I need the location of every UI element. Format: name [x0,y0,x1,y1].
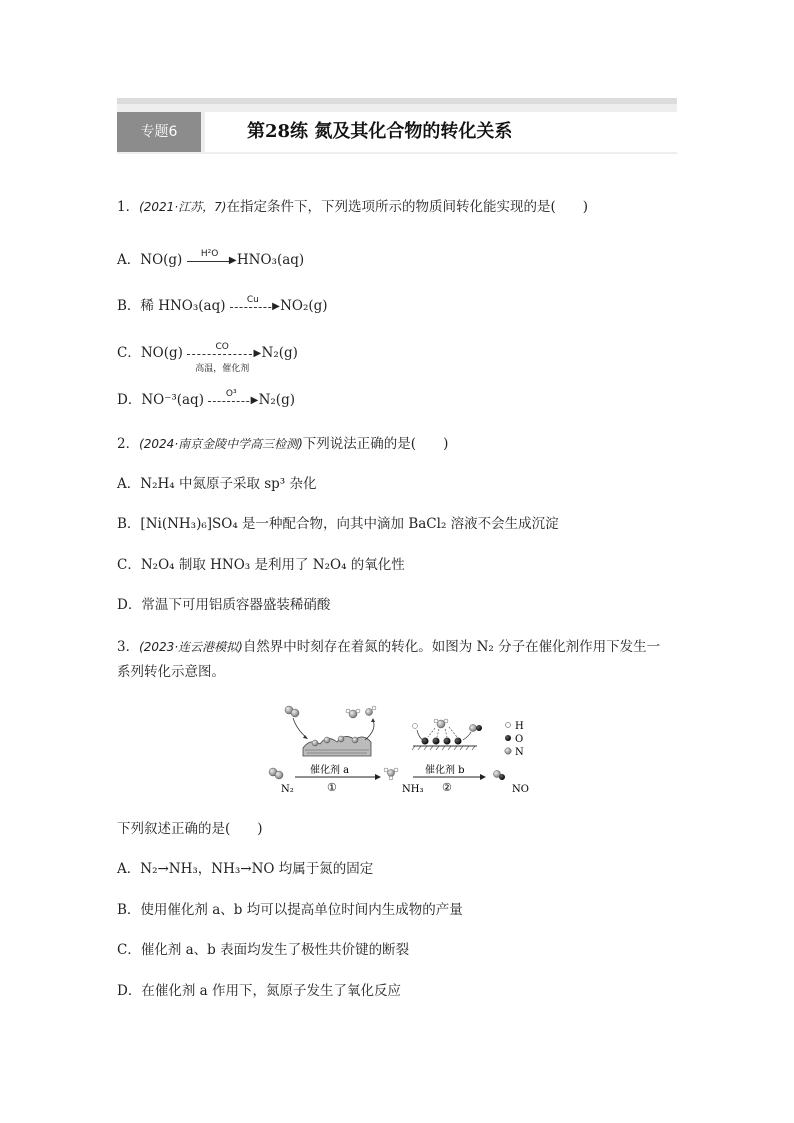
q1-option-b[interactable]: B．稀 HNO₃(aq) Cu ▶ NO₂(g) [117,296,328,317]
question-3-stem: 3．(2023·连云港模拟)自然界中时刻存在着氮的转化。如图为 N₂ 分子在催化剂作用下发生一 [117,639,661,655]
q1-option-d[interactable]: D．NO⁻³(aq) O³ ▶ N₂(g) [117,390,295,411]
q3-option-b[interactable]: B．使用催化剂 a、b 均可以提高单位时间内生成物的产量 [117,902,463,918]
step-1-label: ① [327,781,337,794]
q3-option-c[interactable]: C．催化剂 a、b 表面均发生了极性共价键的断裂 [117,942,410,958]
q3-option-d[interactable]: D．在催化剂 a 作用下，氮原子发生了氧化反应 [117,983,401,999]
catalyst-a-surface [303,736,371,756]
catalyst-a-label: 催化剂 a [310,765,350,776]
legend-h: H [515,721,524,732]
q1-option-a[interactable]: A．NO(g) H²O ▶ HNO₃(aq) [117,250,304,271]
reaction-arrow: CO ▶ 高温，催化剂 [187,344,257,364]
atom-legend [505,721,524,758]
question-2-stem: 2．(2024·南京金陵中学高三检测)下列说法正确的是( ) [117,436,449,452]
q3-option-a[interactable]: A．N₂→NH₃，NH₃→NO 均属于氮的固定 [117,861,374,877]
q1-option-c[interactable]: C．NO(g) CO ▶ 高温，催化剂 N₂(g) [117,341,298,374]
topic-tag: 专题6 [117,112,201,152]
nh3-molecule-icon [349,710,357,718]
label-n2: N₂ [281,784,294,795]
chapter-header [117,98,677,154]
q2-option-c[interactable]: C．N₂O₄ 制取 HNO₃ 是利用了 N₂O₄ 的氧化性 [117,557,405,573]
reaction-arrow: O³ ▶ [208,391,254,411]
question-3-stem-continued: 系列转化示意图。 [117,664,225,680]
legend-n: N [515,747,524,758]
step-2-label: ② [442,781,452,794]
label-nh3: NH₃ [402,784,424,795]
question-1-stem: 1．(2021·江苏，7)在指定条件下，下列选项所示的物质间转化能实现的是( ) [117,199,588,215]
no-molecule-icon-top [470,725,477,732]
oxygen-atom-icon [505,735,511,741]
reaction-arrow: H²O ▶ [187,251,233,271]
q2-option-b[interactable]: B．[Ni(NH₃)₆]SO₄ 是一种配合物，向其中滴加 BaCl₂ 溶液不会生成沉淀 [117,516,559,532]
label-no: NO [512,784,529,795]
conversion-diagram [265,700,540,800]
q2-option-d[interactable]: D．常温下可用铝质容器盛装稀硝酸 [117,597,331,613]
question-3-prompt: 下列叙述正确的是( ) [117,821,263,837]
reaction-arrow: Cu ▶ [230,297,276,317]
page-title: 第28练 氮及其化合物的转化关系 [247,121,513,142]
catalyst-b-surface [412,719,477,750]
nitrogen-conversion-figure [265,700,540,800]
nitrogen-atom-icon [505,748,511,754]
legend-o: O [515,734,524,745]
catalyst-b-label: 催化剂 b [425,765,465,776]
q2-option-a[interactable]: A．N₂H₄ 中氮原子采取 sp³ 杂化 [117,476,317,492]
